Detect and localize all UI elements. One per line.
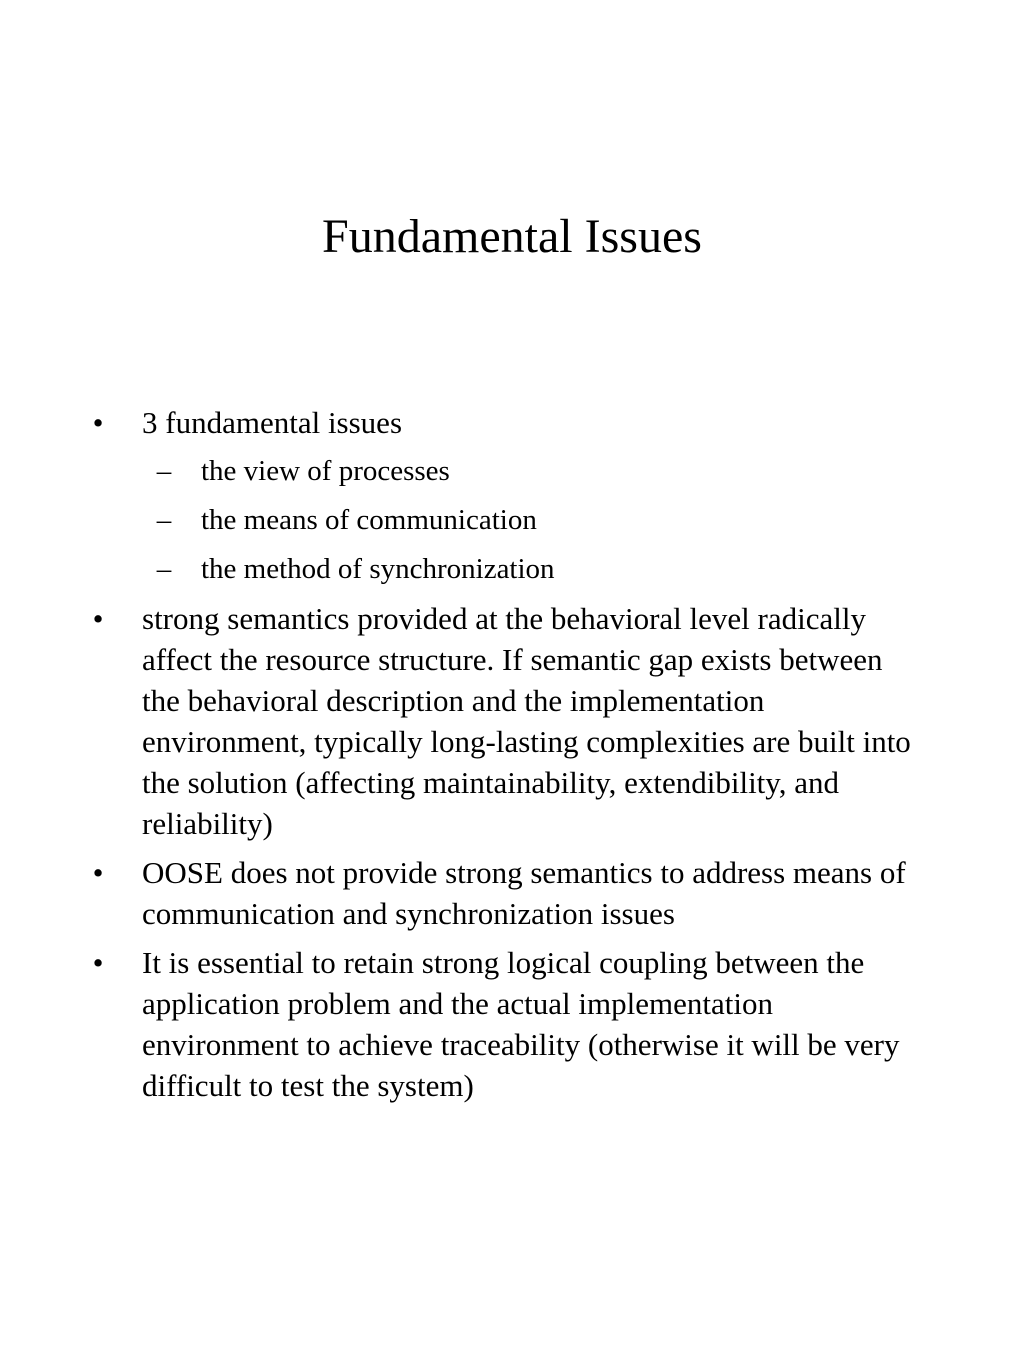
bullet-item-2	[0, 598, 1024, 844]
sub-marker: –	[156, 553, 172, 585]
bullet-item-4	[0, 942, 1024, 1106]
sub-item-3	[0, 549, 1024, 590]
bullet-text: 3 fundamental issues	[142, 405, 403, 440]
sub-text: the view of processes	[201, 455, 450, 487]
bullet-item-1	[0, 402, 1024, 443]
bullet-marker: •	[92, 405, 104, 440]
sub-text: the means of communication	[201, 504, 537, 536]
bullet-marker: •	[92, 601, 104, 636]
bullet-item-3	[0, 852, 1024, 934]
sub-text: the method of synchronization	[201, 553, 555, 585]
sub-item-1	[0, 451, 1024, 492]
bullet-text: It is essential to retain strong logical coupling between the application problem and the actual implementation environment to achieve traceability (otherwise it will be very difficult to test the system)	[142, 945, 900, 1103]
bullet-marker: •	[92, 945, 104, 980]
sub-item-2	[0, 500, 1024, 541]
sub-marker: –	[156, 455, 172, 487]
bullet-marker: •	[92, 855, 104, 890]
slide-title: Fundamental Issues	[322, 210, 702, 263]
bullet-list	[0, 402, 1024, 1106]
bullet-text: OOSE does not provide strong semantics to address means of communication and synchronization issues	[142, 855, 906, 931]
sub-marker: –	[156, 504, 172, 536]
bullet-text: strong semantics provided at the behavioral level radically affect the resource structure. If semantic gap exists between the behavioral description and the implementation environment, typically long-lasting complexities are built into the solution (affecting maintainability, extendibility, and reliability)	[142, 601, 911, 841]
